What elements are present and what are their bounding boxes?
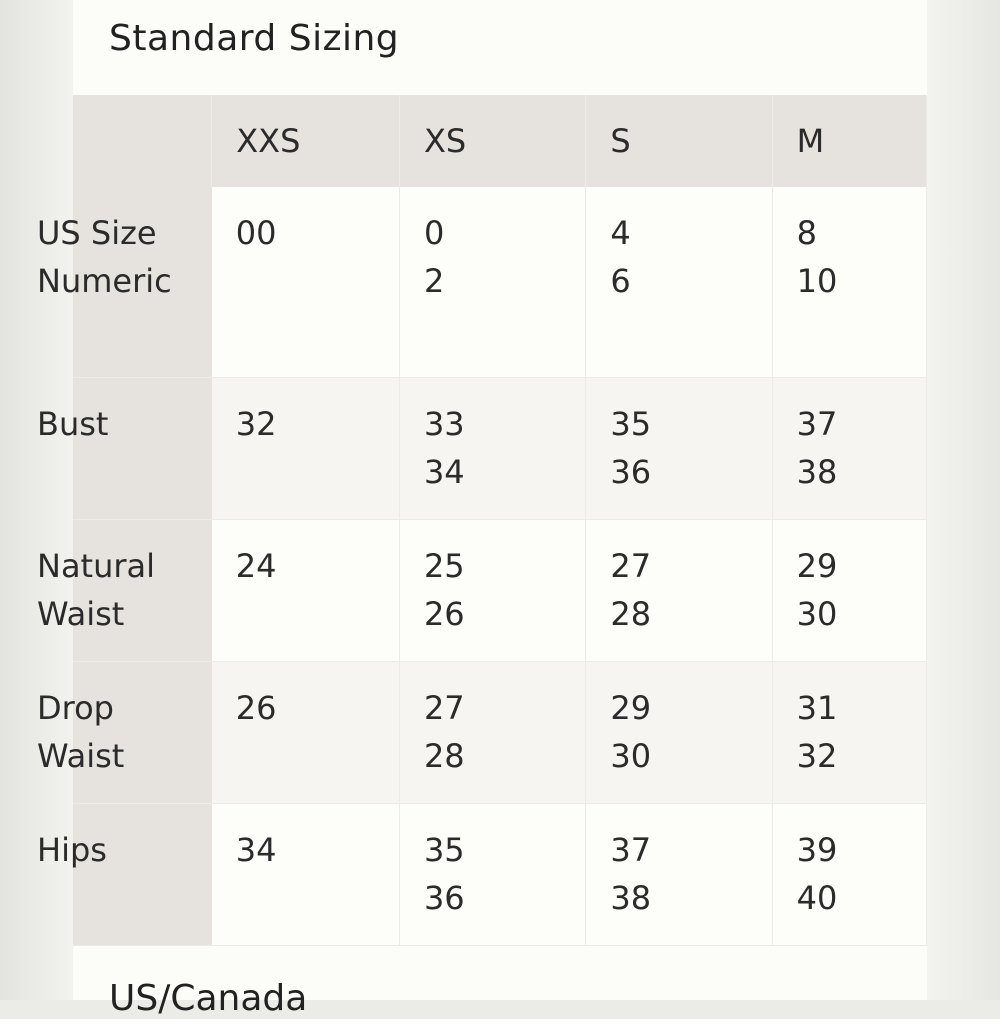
table-cell bbox=[399, 661, 585, 803]
table-cell bbox=[212, 187, 400, 377]
table-cell bbox=[212, 661, 400, 803]
column-header-xxs: XXS bbox=[212, 95, 400, 187]
row-label-line: Drop bbox=[37, 688, 114, 727]
table-row bbox=[73, 377, 927, 519]
cell-value: 2 bbox=[423, 262, 445, 300]
cell-value: 29 bbox=[796, 546, 838, 585]
table-cell bbox=[586, 519, 772, 661]
cell-value: 35 bbox=[423, 830, 465, 869]
cell-value: 10 bbox=[796, 262, 838, 300]
cell-value: 8 bbox=[796, 214, 817, 252]
cell-value: 38 bbox=[796, 452, 838, 491]
table-cell bbox=[212, 803, 400, 945]
table-cell bbox=[212, 377, 400, 519]
table-cell bbox=[399, 803, 585, 945]
cell-value: 0 bbox=[423, 214, 445, 252]
table-cell bbox=[586, 661, 772, 803]
row-label-line: Natural bbox=[37, 546, 156, 585]
cell-value: 32 bbox=[796, 736, 838, 775]
cell-value: 25 bbox=[423, 546, 465, 585]
row-label-line: Waist bbox=[37, 594, 125, 633]
table-cell bbox=[772, 519, 926, 661]
section-title: Standard Sizing bbox=[109, 18, 400, 59]
column-header-corner bbox=[73, 95, 212, 187]
column-header-xs: XS bbox=[399, 95, 585, 187]
size-chart-table bbox=[37, 95, 927, 946]
cell-value: 31 bbox=[796, 688, 838, 727]
cell-value: 32 bbox=[235, 404, 277, 443]
table-cell bbox=[399, 519, 585, 661]
row-label-bust bbox=[37, 377, 212, 519]
cell-value: 38 bbox=[610, 878, 652, 917]
cell-value: 00 bbox=[235, 214, 277, 252]
row-label-hips bbox=[37, 803, 212, 945]
table-row bbox=[73, 661, 927, 803]
cell-value: 24 bbox=[235, 546, 277, 585]
cell-value: 26 bbox=[235, 688, 277, 727]
table-row bbox=[73, 187, 927, 377]
cell-value: 4 bbox=[610, 214, 631, 252]
row-label-drop-waist bbox=[37, 661, 212, 803]
cell-value: 36 bbox=[610, 452, 652, 491]
cell-value: 34 bbox=[235, 830, 277, 869]
column-header-m: M bbox=[772, 95, 926, 187]
cell-value: 27 bbox=[423, 688, 465, 727]
right-backdrop bbox=[927, 0, 1000, 1000]
cell-value: 26 bbox=[423, 594, 465, 633]
cell-value: 35 bbox=[610, 404, 652, 443]
table-cell bbox=[772, 377, 926, 519]
table-cell bbox=[586, 803, 772, 945]
row-label-line: US Size bbox=[37, 214, 157, 252]
row-label-line: Waist bbox=[37, 736, 125, 775]
table-cell bbox=[772, 661, 926, 803]
size-guide-panel bbox=[37, 0, 927, 1019]
table-cell bbox=[399, 377, 585, 519]
row-label-natural-waist bbox=[37, 519, 212, 661]
table-cell bbox=[772, 187, 926, 377]
cell-value: 28 bbox=[610, 594, 652, 633]
row-label-line: Bust bbox=[37, 404, 109, 443]
cell-value: 30 bbox=[610, 736, 652, 775]
column-header-s: S bbox=[586, 95, 772, 187]
cell-value: 28 bbox=[423, 736, 465, 775]
table-cell bbox=[586, 377, 772, 519]
cell-value: 27 bbox=[610, 546, 652, 585]
cell-value: 37 bbox=[610, 830, 652, 869]
next-section-title: US/Canada bbox=[109, 978, 308, 1019]
row-label-line: Numeric bbox=[37, 262, 172, 300]
cell-value: 37 bbox=[796, 404, 838, 443]
cell-value: 40 bbox=[796, 878, 838, 917]
cell-value: 30 bbox=[796, 594, 838, 633]
row-label-us-size bbox=[37, 187, 212, 377]
table-cell bbox=[772, 803, 926, 945]
cell-value: 39 bbox=[796, 830, 838, 869]
table-row bbox=[73, 519, 927, 661]
cell-value: 33 bbox=[423, 404, 465, 443]
cell-value: 36 bbox=[423, 878, 465, 917]
row-label-line: Hips bbox=[37, 830, 107, 869]
table-row bbox=[73, 803, 927, 945]
table-cell bbox=[399, 187, 585, 377]
table-cell bbox=[212, 519, 400, 661]
cell-value: 6 bbox=[610, 262, 631, 300]
cell-value: 29 bbox=[610, 688, 652, 727]
table-header-row bbox=[73, 95, 927, 187]
cell-value: 34 bbox=[423, 452, 465, 491]
table-cell bbox=[586, 187, 772, 377]
